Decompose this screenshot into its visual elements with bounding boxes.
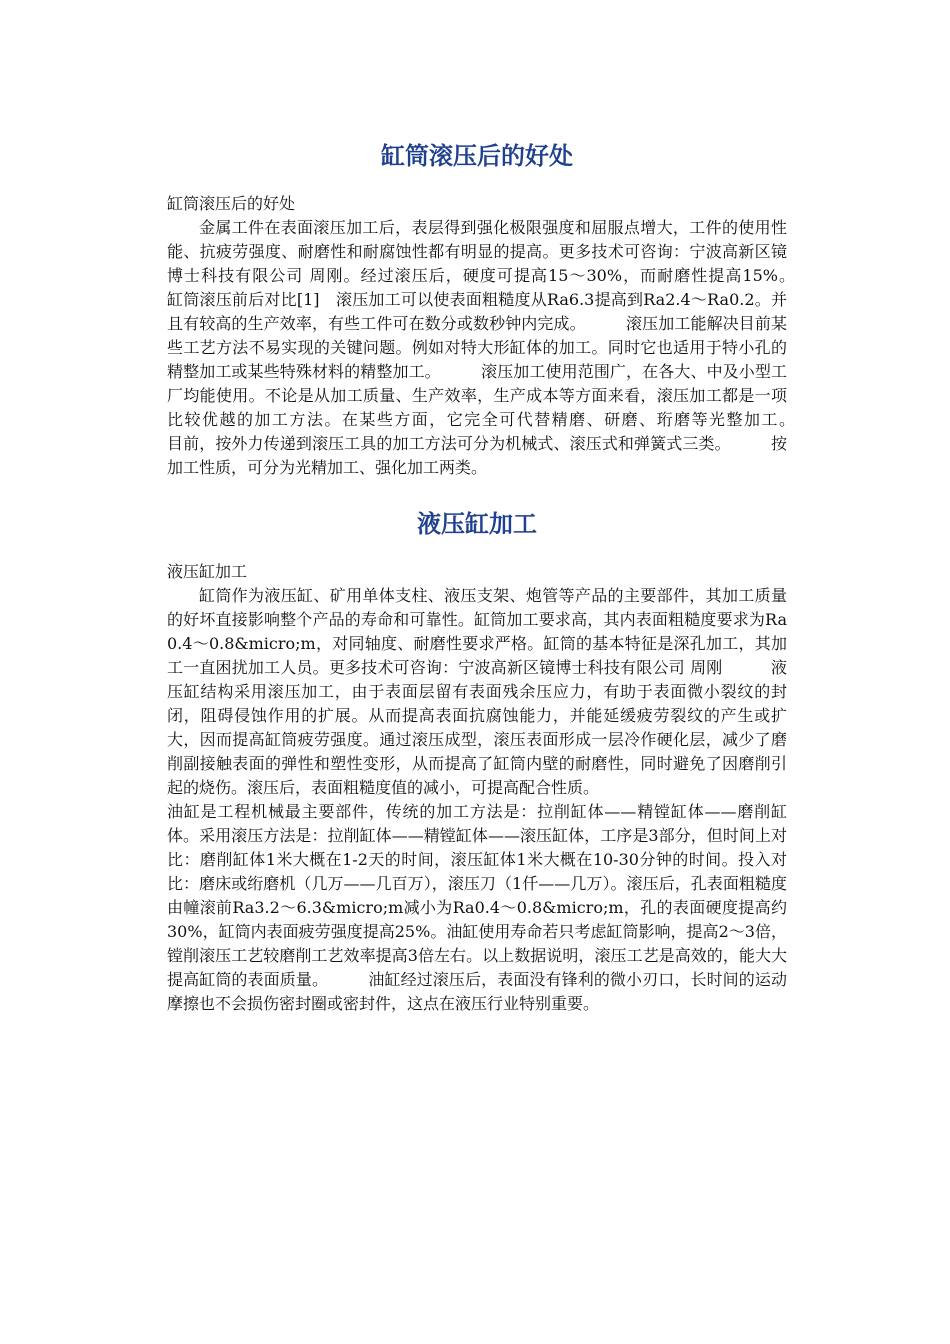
- paragraph: 缸筒作为液压缸、矿用单体支柱、液压支架、炮管等产品的主要部件，其加工质量的好坏直接影响整个产品的寿命和可靠性。缸筒加工要求高，其内表面粗糙度要求为Ra0.4～0.8&micro;m，对同轴度、耐磨性要求严格。缸筒的基本特征是深孔加工，其加工一直困扰加工人员。更多技术可咨询：宁波高新区镜博士科技有限公司 周刚 液压缸结构采用滚压加工，由于表面层留有表面残余压应力，有助于表面微小裂纹的封闭，阻碍侵蚀作用的扩展。从而提高表面抗腐蚀能力，并能延缓疲劳裂纹的产生或扩大，因而提高缸筒疲劳强度。通过滚压成型，滚压表面形成一层冷作硬化层，减少了磨削副接触表面的弹性和塑性变形，从而提高了缸筒内壁的耐磨性，同时避免了因磨削引起的烧伤。滚压后，表面粗糙度值的减小，可提高配合性质。: [167, 586, 787, 797]
- section-sub-label: 液压缸加工: [167, 562, 248, 581]
- section-title-cylinder-rolling-benefits: 缸筒滚压后的好处: [381, 141, 573, 170]
- section-sub-label: 缸筒滚压后的好处: [167, 194, 296, 213]
- paragraph: 金属工件在表面滚压加工后，表层得到强化极限强度和屈服点增大，工件的使用性能、抗疲劳强度、耐磨性和耐腐蚀性都有明显的提高。更多技术可咨询：宁波高新区镜博士科技有限公司 周刚。经过滚压后，硬度可提高15～30%，而耐磨性提高15%。 缸筒滚压前后对比[1] 滚压加工可以使表面粗糙度从Ra6.3提高到Ra2.4～Ra0.2。并且有较高的生产效率，有些工件可在数分或数秒钟内完成。 滚压加工能解决目前某些工艺方法不易实现的关键问题。例如对特大形缸体的加工。同时它也适用于特小孔的精整加工或某些特殊材料的精整加工。 滚压加工使用范围广，在各大、中及小型工厂均能使用。不论是从加工质量、生产效率，生产成本等方面来看，滚压加工都是一项比较优越的加工方法。在某些方面，它完全可代替精磨、研磨、珩磨等光整加工。 目前，按外力传递到滚压工具的加工方法可分为机械式、滚压式和弹簧式三类。 按加工性质，可分为光精加工、强化加工两类。: [167, 218, 836, 477]
- section-title-hydraulic-cylinder-machining: 液压缸加工: [417, 509, 537, 538]
- document-page: [167, 128, 836, 1016]
- paragraph: 油缸是工程机械最主要部件，传统的加工方法是：拉削缸体——精镗缸体——磨削缸体。采用滚压方法是：拉削缸体——精镗缸体——滚压缸体，工序是3部分，但时间上对比：磨削缸体1米大概在1-2天的时间，滚压缸体1米大概在10-30分钟的时间。投入对比：磨床或绗磨机（几万——几百万），滚压刀（1仟——几万）。滚压后，孔表面粗糙度由幢滚前Ra3.2～6.3&micro;m减小为Ra0.4～0.8&micro;m，孔的表面硬度提高约30%，缸筒内表面疲劳强度提高25%。油缸使用寿命若只考虑缸筒影响，提高2～3倍，镗削滚压工艺较磨削工艺效率提高3倍左右。以上数据说明，滚压工艺是高效的，能大大提高缸筒的表面质量。 油缸经过滚压后，表面没有锋利的微小刃口，长时间的运动摩擦也不会损伤密封圈或密封件，这点在液压行业特别重要。: [167, 802, 787, 1013]
